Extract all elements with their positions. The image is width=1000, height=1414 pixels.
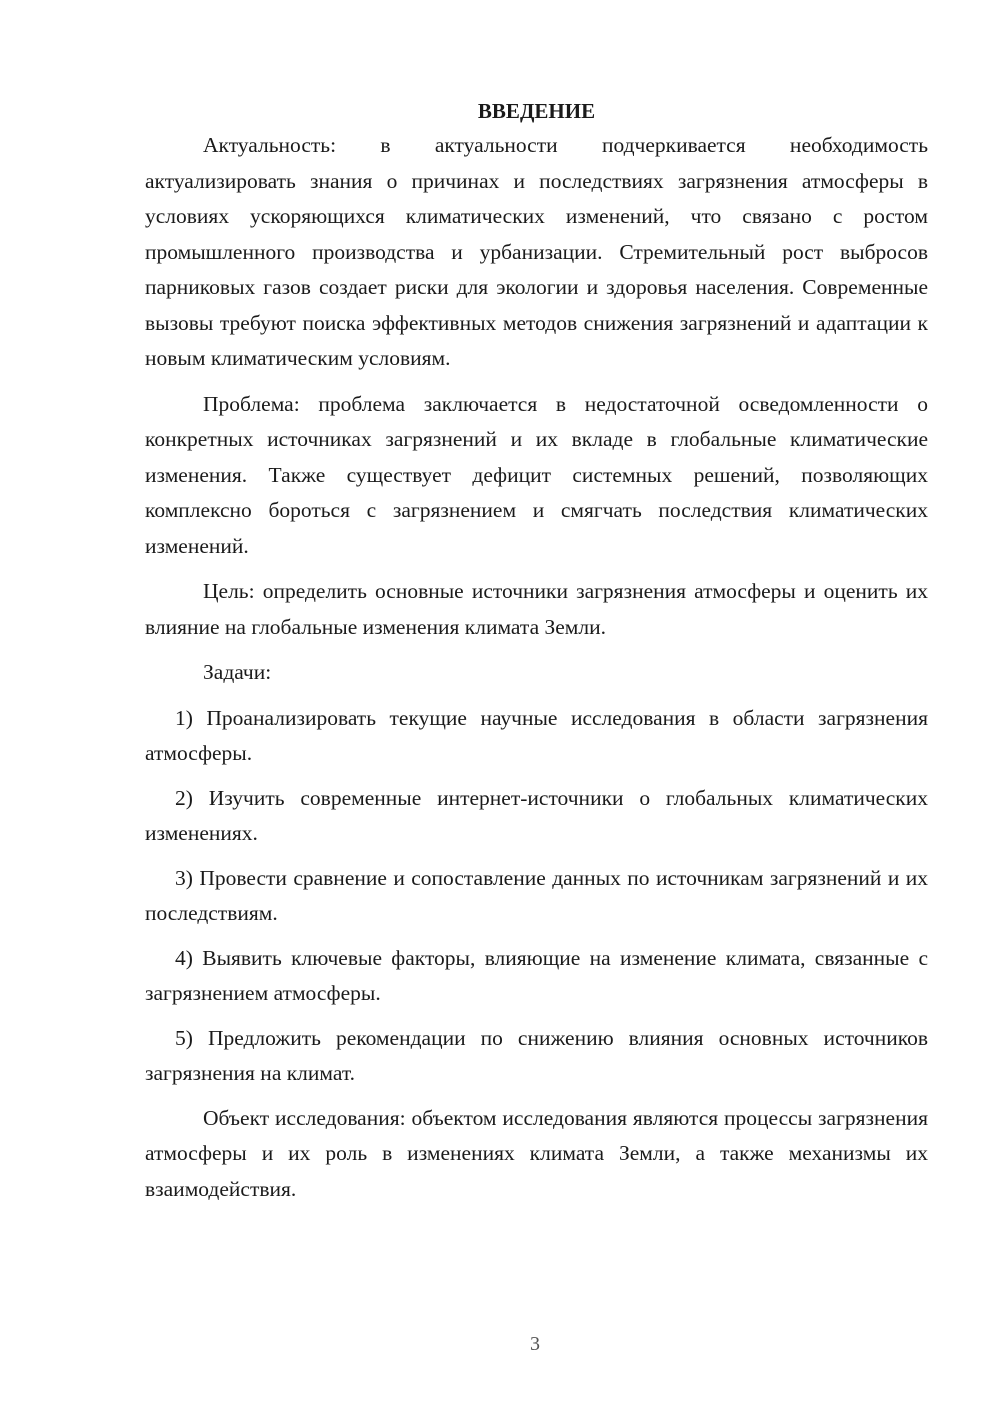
goal-paragraph: Цель: определить основные источники загрязнения атмосферы и оценить их влияние на глобальные изменения климата Земли. <box>145 579 928 639</box>
task-item: 1) Проанализировать текущие научные исследования в области загрязнения атмосферы. <box>145 705 928 765</box>
relevance-paragraph: Актуальность: в актуальности подчеркивается необходимость актуализировать знания о причинах и последствиях загрязнения атмосферы в условиях ускоряющихся климатических изменений, что связано с ростом промышленного производства и урбанизации. Стремительный рост выбросов парниковых газов создает риски для экологии и здоровья населения. Современные вызовы требуют поиска эффективных методов снижения загрязнений и адаптации к новым климатическим условиям. <box>145 133 928 370</box>
task-item: 2) Изучить современные интернет-источники о глобальных климатических изменениях. <box>145 785 928 845</box>
task-item: 4) Выявить ключевые факторы, влияющие на изменение климата, связанные с загрязнением атмосферы. <box>145 945 928 1005</box>
tasks-heading: Задачи: <box>203 660 272 684</box>
object-paragraph: Объект исследования: объектом исследования являются процессы загрязнения атмосферы и их роль в изменениях климата Земли, а также механизмы их взаимодействия. <box>145 1105 928 1201</box>
task-item: 3) Провести сравнение и сопоставление данных по источникам загрязнений и их последствиям. <box>145 865 928 925</box>
task-item: 5) Предложить рекомендации по снижению влияния основных источников загрязнения на климат. <box>145 1025 928 1085</box>
page-title: ВВЕДЕНИЕ <box>477 99 596 123</box>
document-page <box>145 96 928 1217</box>
problem-paragraph: Проблема: проблема заключается в недостаточной осведомленности о конкретных источниках загрязнений и их вкладе в глобальные климатические изменения. Также существует дефицит системных решений, позволяющих комплексно бороться с загрязнением и смягчать последствия климатических изменений. <box>145 391 928 558</box>
page-number: 3 <box>530 1333 540 1355</box>
